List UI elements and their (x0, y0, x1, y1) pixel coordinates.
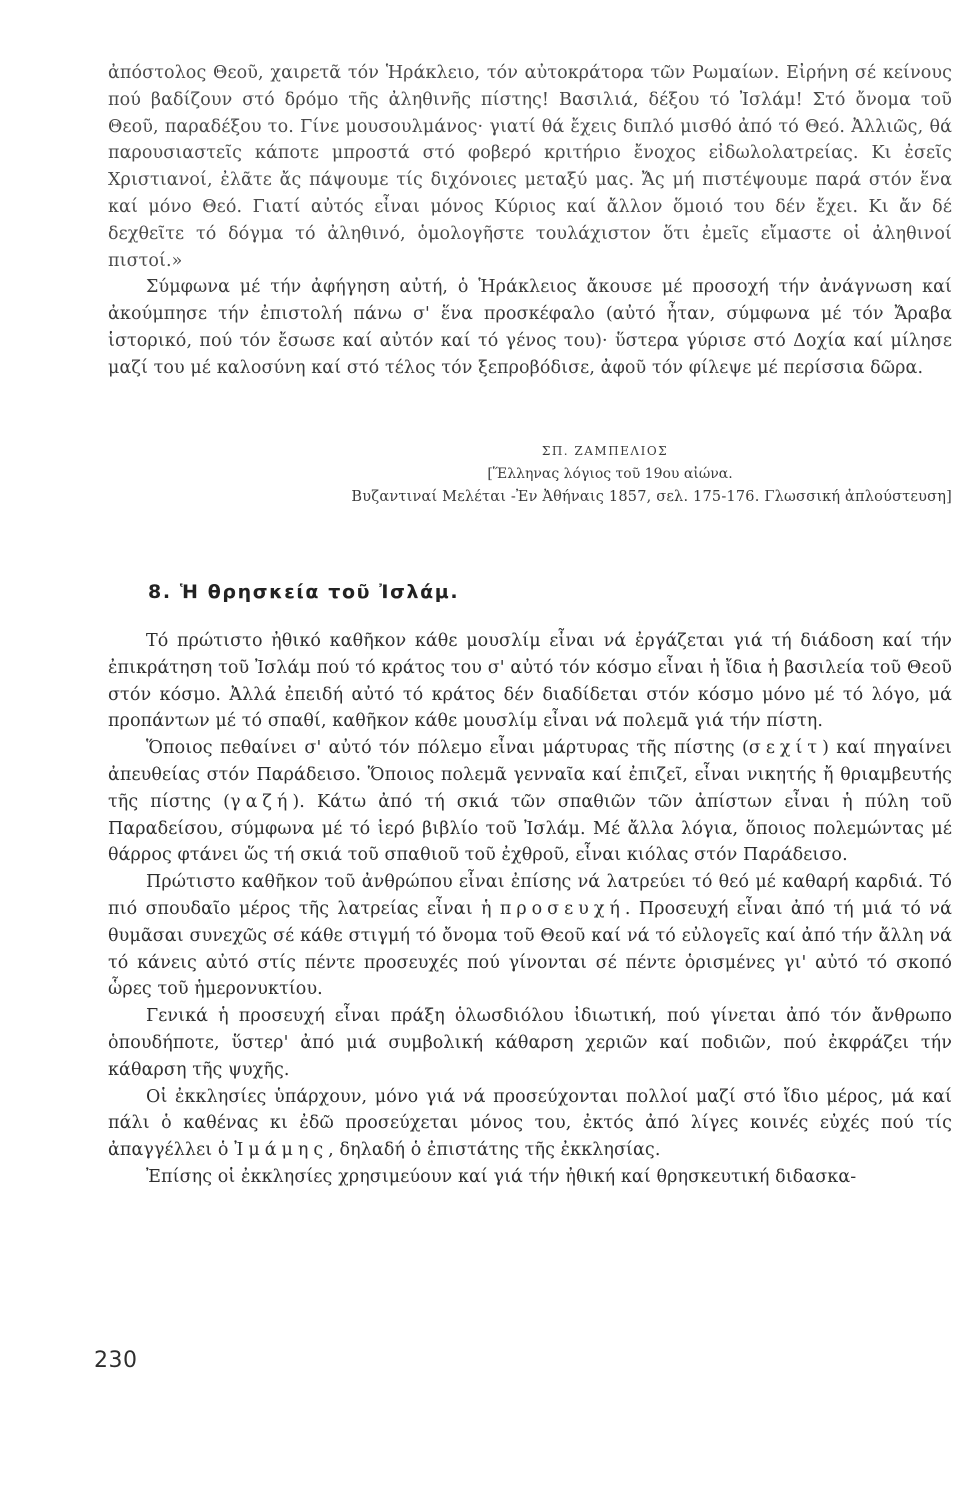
quote-paragraph-2: Σύμφωνα μέ τήν ἀφήγηση αὐτή, ὁ Ἡράκλειος ἄκουσε μέ προσοχή τήν ἀνάγνωση καί ἀκούμπησε τήν ἐπιστολή πάνω σ' ἕνα προσκέφαλο (αὐτό ἦταν, σύμφωνα μέ τόν Ἄραβα ἱστορικό, πού τόν ἔσωσε καί αὐτόν καί τό γένος του)· ὕστερα γύρισε στό Δοχία καί μίλησε μαζί του μέ καλοσύνη καί στό τέλος τόν ξεπροβόδισε, ἀφοῦ τόν φίλεψε μέ περίσσια δῶρα. (108, 277, 952, 378)
attribution (108, 440, 952, 510)
body-p2-text-b: ) καί πηγαίνει ἀπευθείας στόν Παράδεισο. Ὅποιος πολεμᾶ γενναῖα καί ἐπιζεῖ, εἶναι νικητής ἤ θριαμβευτής τῆς πίστης ( (108, 738, 952, 812)
page-number: 230 (94, 1348, 138, 1373)
body-paragraph-3 (108, 869, 952, 1003)
body-p3-text-a: Πρώτιστο καθῆκον τοῦ ἀνθρώπου εἶναι ἐπίσης νά λατρεύει τό θεό μέ καθαρή καρδιά. Τό πιό σπουδαῖο μέρος τῆς λατρείας εἶναι ἡ (108, 872, 952, 919)
term-proseuchi: προσευχή (499, 898, 625, 919)
body-paragraph-1: Τό πρώτιστο ἠθικό καθῆκον κάθε μουσλίμ εἶναι νά ἐργάζεται γιά τή διάδοση καί τήν ἐπικράτηση τοῦ Ἰσλάμ πού τό κράτος του σ' αὐτό τόν κόσμο εἶναι ἡ ἴδια ἡ βασιλεία τοῦ Θεοῦ στόν κόσμο. Ἀλλά ἐπειδή αὐτό τό κράτος δέν διαδίδεται στόν κόσμο μόνο μέ τό λόγο, μά προπάντων μέ τό σπαθί, καθῆκον κάθε μουσλίμ εἶναι νά πολεμᾶ γιά τήν πίστη. (108, 631, 952, 732)
quote-block (108, 60, 952, 382)
body-p3-text-b: . Προσευχή εἶναι ἀπό τή μιά τό νά θυμᾶσαι συνεχῶς σέ κάθε στιγμή τό ὄνομα τοῦ Θεοῦ καί νά τό εὐλογεῖς καί ἀπό τήν ἄλλη νά τό κάνεις αὐτό στίς πέντε προσευχές πού γίνονται σέ πέντε ὁρισμένες γι' αὐτό τό σκοπό ὧρες τοῦ ἡμερονυκτίου. (108, 898, 952, 1000)
body-paragraph-6: Ἐπίσης οἱ ἐκκλησίες χρησιμεύουν καί γιά τήν ἠθική καί θρησκευτική διδασκα- (146, 1166, 857, 1187)
section-heading: 8. Ἡ θρησκεία τοῦ Ἰσλάμ. (148, 581, 460, 603)
term-sechit: σεχίτ (748, 738, 823, 759)
section-body (108, 628, 952, 1191)
attribution-note: [Ἕλληνας λόγιος τοῦ 19ου αἰώνα. (487, 466, 733, 482)
body-p5-text-a: Οἱ ἐκκλησίες ὑπάρχουν, μόνο γιά νά προσεύχονται πολλοί μαζί στό ἴδιο μέρος, μά καί πάλι ὁ καθένας κι ἐδῶ προσεύχεται μόνος του, ἐκτός ἀπό λίγες κοινές εὐχές πού τίς ἀπαγγέλλει ὁ (108, 1086, 952, 1161)
attribution-source: Βυζαντιναί Μελέται -Ἐν Ἀθήναις 1857, σελ. 175-176. Γλωσσική ἀπλούστευση] (351, 489, 952, 505)
body-p5-text-b: , δηλαδή ὁ ἐπιστάτης τῆς ἐκκλησίας. (328, 1140, 661, 1161)
body-paragraph-5 (108, 1084, 952, 1164)
body-p2-text-a: Ὅποιος πεθαίνει σ' αὐτό τόν πόλεμο εἶναι μάρτυρας τῆς πίστης ( (146, 738, 749, 759)
term-imamis: Ἰμάμης (234, 1140, 329, 1161)
body-paragraph-4: Γενικά ἡ προσευχή εἶναι πράξη ὁλωσδιόλου ἰδιωτική, πού γίνεται ἀπό τόν ἄνθρωπο ὁπουδήποτε, ὕστερ' ἀπό μιά συμβολική κάθαρση χεριῶν καί ποδιῶν, πού ἐκφράζει τήν κάθαρση τῆς ψυχῆς. (108, 1006, 952, 1080)
attribution-author: ΣΠ. ΖΑΜΠΕΛΙΟΣ (541, 444, 669, 458)
body-paragraph-2 (108, 735, 952, 869)
body-p2-text-c: ). Κάτω ἀπό τή σκιά τῶν σπαθιῶν τῶν ἀπίστων εἶναι ἡ πύλη τοῦ Παραδείσου, σύμφωνα μέ τό ἱερό βιβλίο τοῦ Ἰσλάμ. Μέ ἄλλα λόγια, ὅποιος πολεμώντας μέ θάρρος φτάνει ὥς τή σκιά τοῦ σπαθιοῦ τοῦ ἐχθροῦ, εἶναι κιόλας στόν Παράδεισο. (108, 791, 952, 866)
term-gazi: γαζή (230, 791, 293, 812)
quote-paragraph-1: ἀπόστολος Θεοῦ, χαιρετᾶ τόν Ἡράκλειο, τόν αὐτοκράτορα τῶν Ρωμαίων. Εἰρήνη σέ κείνους πού βαδίζουν στό δρόμο τῆς ἀληθινῆς πίστης! Βασιλιά, δέξου τό Ἰσλάμ! Στό ὄνομα τοῦ Θεοῦ, παραδέξου το. Γίνε μουσουλμάνος· γιατί θά ἔχεις διπλό μισθό ἀπό τό Θεό. Ἀλλιῶς, θά παρουσιαστεῖς κάποτε μπροστά στό φοβερό κριτήριο ἔνοχος εἰδωλολατρείας. Κι ἐσεῖς Χριστιανοί, ἐλᾶτε ἄς πάψουμε τίς διχόνοιες μεταξύ μας. Ἄς μή πιστέψουμε παρά στόν ἕνα καί μόνο Θεό. Γιατί αὐτός εἶναι μόνος Κύριος καί ἄλλον ὅμοιό του δέν ἔχει. Κι ἄν δέ δεχθεῖτε τό δόγμα τό ἀληθινό, ὁμολογῆστε τουλάχιστον ὅτι ἐμεῖς εἴμαστε οἱ ἀληθινοί πιστοί.» (108, 63, 952, 271)
